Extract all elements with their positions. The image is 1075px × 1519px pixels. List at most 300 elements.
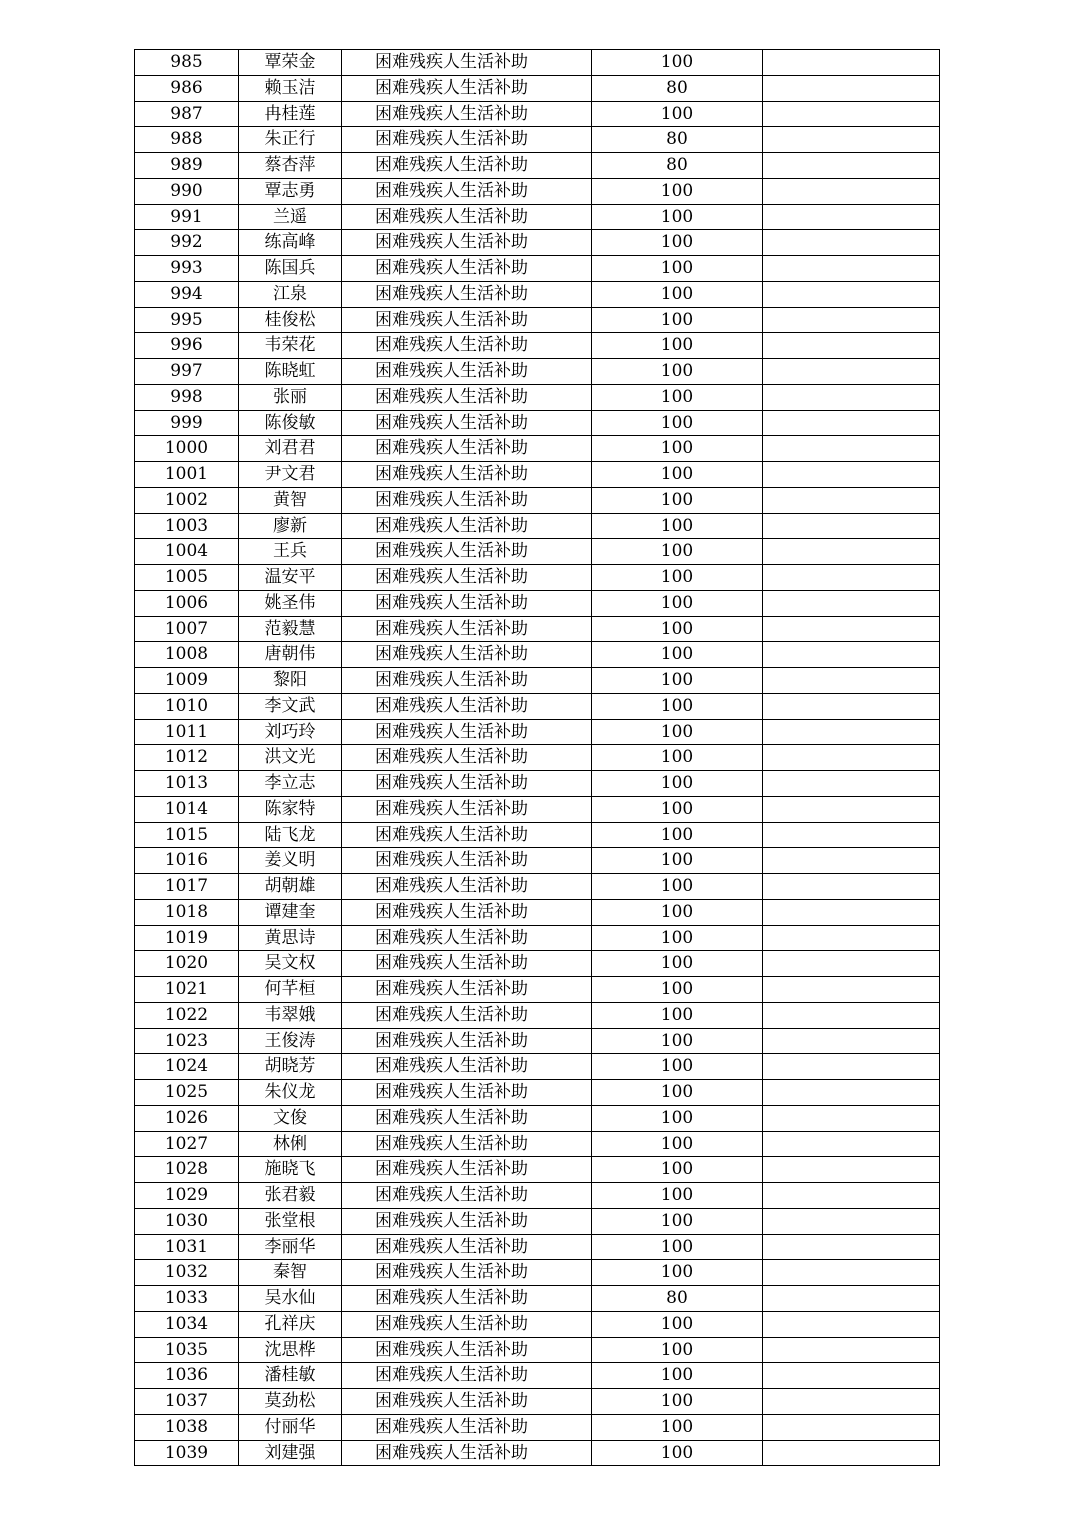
row-number-cell: 1022 (135, 1002, 239, 1028)
name-cell: 刘建强 (239, 1440, 342, 1466)
table-row (135, 513, 940, 539)
name-cell: 吴水仙 (239, 1286, 342, 1312)
row-number-cell: 1021 (135, 977, 239, 1003)
table-row (135, 1054, 940, 1080)
table-row (135, 771, 940, 797)
subsidy-type-cell: 困难残疾人生活补助 (342, 668, 592, 694)
table-row (135, 874, 940, 900)
amount-cell: 100 (592, 1363, 763, 1389)
note-cell (763, 101, 940, 127)
row-number-cell: 1035 (135, 1337, 239, 1363)
note-cell (763, 178, 940, 204)
row-number-cell: 996 (135, 333, 239, 359)
note-cell (763, 1414, 940, 1440)
amount-cell: 100 (592, 693, 763, 719)
row-number-cell: 1016 (135, 848, 239, 874)
amount-cell: 100 (592, 178, 763, 204)
subsidy-type-cell: 困难残疾人生活补助 (342, 75, 592, 101)
table-row (135, 1183, 940, 1209)
table-row (135, 1105, 940, 1131)
subsidy-type-cell: 困难残疾人生活补助 (342, 1054, 592, 1080)
subsidy-type-cell: 困难残疾人生活补助 (342, 281, 592, 307)
subsidy-type-cell: 困难残疾人生活补助 (342, 719, 592, 745)
subsidy-type-cell: 困难残疾人生活补助 (342, 1389, 592, 1415)
subsidy-type-cell: 困难残疾人生活补助 (342, 307, 592, 333)
table-row (135, 539, 940, 565)
note-cell (763, 333, 940, 359)
row-number-cell: 999 (135, 410, 239, 436)
amount-cell: 100 (592, 616, 763, 642)
table-row (135, 1440, 940, 1466)
amount-cell: 100 (592, 796, 763, 822)
subsidy-type-cell: 困难残疾人生活补助 (342, 153, 592, 179)
note-cell (763, 771, 940, 797)
name-cell: 兰遥 (239, 204, 342, 230)
table-row (135, 1311, 940, 1337)
amount-cell: 100 (592, 1080, 763, 1106)
amount-cell: 100 (592, 668, 763, 694)
row-number-cell: 992 (135, 230, 239, 256)
note-cell (763, 75, 940, 101)
subsidy-type-cell: 困难残疾人生活补助 (342, 204, 592, 230)
amount-cell: 80 (592, 127, 763, 153)
subsidy-type-cell: 困难残疾人生活补助 (342, 1183, 592, 1209)
subsidy-type-cell: 困难残疾人生活补助 (342, 487, 592, 513)
subsidy-type-cell: 困难残疾人生活补助 (342, 745, 592, 771)
row-number-cell: 994 (135, 281, 239, 307)
amount-cell: 100 (592, 204, 763, 230)
name-cell: 姚圣伟 (239, 590, 342, 616)
amount-cell: 100 (592, 977, 763, 1003)
row-number-cell: 1011 (135, 719, 239, 745)
subsidy-type-cell: 困难残疾人生活补助 (342, 436, 592, 462)
subsidy-type-cell: 困难残疾人生活补助 (342, 642, 592, 668)
subsidy-type-cell: 困难残疾人生活补助 (342, 384, 592, 410)
note-cell (763, 1389, 940, 1415)
subsidy-type-cell: 困难残疾人生活补助 (342, 693, 592, 719)
subsidy-type-cell: 困难残疾人生活补助 (342, 977, 592, 1003)
name-cell: 何芊桓 (239, 977, 342, 1003)
name-cell: 江泉 (239, 281, 342, 307)
subsidy-type-cell: 困难残疾人生活补助 (342, 1337, 592, 1363)
amount-cell: 100 (592, 359, 763, 385)
note-cell (763, 848, 940, 874)
name-cell: 蔡杏萍 (239, 153, 342, 179)
row-number-cell: 1017 (135, 874, 239, 900)
amount-cell: 100 (592, 1028, 763, 1054)
amount-cell: 100 (592, 1054, 763, 1080)
name-cell: 桂俊松 (239, 307, 342, 333)
table-row (135, 616, 940, 642)
table-row (135, 796, 940, 822)
row-number-cell: 1015 (135, 822, 239, 848)
amount-cell: 80 (592, 75, 763, 101)
name-cell: 廖新 (239, 513, 342, 539)
row-number-cell: 985 (135, 50, 239, 76)
subsidy-type-cell: 困难残疾人生活补助 (342, 1363, 592, 1389)
name-cell: 胡朝雄 (239, 874, 342, 900)
table-row (135, 281, 940, 307)
name-cell: 唐朝伟 (239, 642, 342, 668)
name-cell: 吴文权 (239, 951, 342, 977)
table-row (135, 462, 940, 488)
row-number-cell: 988 (135, 127, 239, 153)
amount-cell: 100 (592, 1131, 763, 1157)
name-cell: 沈思桦 (239, 1337, 342, 1363)
table-row (135, 719, 940, 745)
name-cell: 陈晓虹 (239, 359, 342, 385)
amount-cell: 100 (592, 1260, 763, 1286)
row-number-cell: 1006 (135, 590, 239, 616)
note-cell (763, 1337, 940, 1363)
amount-cell: 100 (592, 281, 763, 307)
note-cell (763, 1208, 940, 1234)
table-row (135, 410, 940, 436)
name-cell: 洪文光 (239, 745, 342, 771)
row-number-cell: 1034 (135, 1311, 239, 1337)
table-row (135, 848, 940, 874)
name-cell: 赖玉洁 (239, 75, 342, 101)
name-cell: 林俐 (239, 1131, 342, 1157)
table-row (135, 307, 940, 333)
amount-cell: 100 (592, 1183, 763, 1209)
name-cell: 尹文君 (239, 462, 342, 488)
amount-cell: 100 (592, 719, 763, 745)
subsidy-type-cell: 困难残疾人生活补助 (342, 333, 592, 359)
row-number-cell: 1027 (135, 1131, 239, 1157)
subsidy-type-cell: 困难残疾人生活补助 (342, 796, 592, 822)
table-row (135, 487, 940, 513)
amount-cell: 100 (592, 539, 763, 565)
table-row (135, 745, 940, 771)
note-cell (763, 127, 940, 153)
note-cell (763, 1002, 940, 1028)
row-number-cell: 1008 (135, 642, 239, 668)
subsidy-type-cell: 困难残疾人生活补助 (342, 1414, 592, 1440)
name-cell: 李文武 (239, 693, 342, 719)
name-cell: 陈国兵 (239, 256, 342, 282)
name-cell: 温安平 (239, 565, 342, 591)
table-row (135, 1131, 940, 1157)
name-cell: 覃荣金 (239, 50, 342, 76)
note-cell (763, 977, 940, 1003)
subsidy-type-cell: 困难残疾人生活补助 (342, 1131, 592, 1157)
amount-cell: 80 (592, 153, 763, 179)
subsidy-type-cell: 困难残疾人生活补助 (342, 848, 592, 874)
note-cell (763, 1286, 940, 1312)
row-number-cell: 987 (135, 101, 239, 127)
table-row (135, 693, 940, 719)
row-number-cell: 1036 (135, 1363, 239, 1389)
amount-cell: 100 (592, 1389, 763, 1415)
name-cell: 覃志勇 (239, 178, 342, 204)
subsidy-type-cell: 困难残疾人生活补助 (342, 230, 592, 256)
subsidy-type-cell: 困难残疾人生活补助 (342, 1028, 592, 1054)
amount-cell: 100 (592, 1337, 763, 1363)
row-number-cell: 1038 (135, 1414, 239, 1440)
amount-cell: 100 (592, 513, 763, 539)
amount-cell: 100 (592, 307, 763, 333)
note-cell (763, 1311, 940, 1337)
row-number-cell: 1010 (135, 693, 239, 719)
amount-cell: 100 (592, 565, 763, 591)
row-number-cell: 1023 (135, 1028, 239, 1054)
subsidy-type-cell: 困难残疾人生活补助 (342, 50, 592, 76)
note-cell (763, 1028, 940, 1054)
note-cell (763, 1157, 940, 1183)
note-cell (763, 745, 940, 771)
name-cell: 王俊涛 (239, 1028, 342, 1054)
subsidy-type-cell: 困难残疾人生活补助 (342, 590, 592, 616)
row-number-cell: 1039 (135, 1440, 239, 1466)
name-cell: 冉桂莲 (239, 101, 342, 127)
table-row (135, 951, 940, 977)
name-cell: 施晓飞 (239, 1157, 342, 1183)
note-cell (763, 951, 940, 977)
table-row (135, 1286, 940, 1312)
amount-cell: 100 (592, 848, 763, 874)
note-cell (763, 1105, 940, 1131)
note-cell (763, 565, 940, 591)
note-cell (763, 153, 940, 179)
note-cell (763, 1080, 940, 1106)
name-cell: 付丽华 (239, 1414, 342, 1440)
row-number-cell: 1019 (135, 925, 239, 951)
name-cell: 莫劲松 (239, 1389, 342, 1415)
table-row (135, 668, 940, 694)
amount-cell: 100 (592, 1311, 763, 1337)
name-cell: 朱正行 (239, 127, 342, 153)
row-number-cell: 1018 (135, 899, 239, 925)
row-number-cell: 990 (135, 178, 239, 204)
row-number-cell: 998 (135, 384, 239, 410)
row-number-cell: 986 (135, 75, 239, 101)
subsidy-type-cell: 困难残疾人生活补助 (342, 1105, 592, 1131)
row-number-cell: 1013 (135, 771, 239, 797)
row-number-cell: 1031 (135, 1234, 239, 1260)
table-row (135, 359, 940, 385)
subsidy-type-cell: 困难残疾人生活补助 (342, 951, 592, 977)
row-number-cell: 1009 (135, 668, 239, 694)
row-number-cell: 1001 (135, 462, 239, 488)
name-cell: 韦荣花 (239, 333, 342, 359)
note-cell (763, 50, 940, 76)
name-cell: 张丽 (239, 384, 342, 410)
amount-cell: 100 (592, 874, 763, 900)
row-number-cell: 1025 (135, 1080, 239, 1106)
table-row (135, 565, 940, 591)
name-cell: 练高峰 (239, 230, 342, 256)
subsidy-type-cell: 困难残疾人生活补助 (342, 822, 592, 848)
amount-cell: 100 (592, 50, 763, 76)
table-row (135, 256, 940, 282)
subsidy-type-cell: 困难残疾人生活补助 (342, 513, 592, 539)
name-cell: 谭建奎 (239, 899, 342, 925)
note-cell (763, 281, 940, 307)
name-cell: 黄思诗 (239, 925, 342, 951)
subsidy-type-cell: 困难残疾人生活补助 (342, 101, 592, 127)
row-number-cell: 1020 (135, 951, 239, 977)
amount-cell: 100 (592, 822, 763, 848)
table-row (135, 333, 940, 359)
subsidy-type-cell: 困难残疾人生活补助 (342, 1157, 592, 1183)
subsidy-type-cell: 困难残疾人生活补助 (342, 1440, 592, 1466)
note-cell (763, 307, 940, 333)
table-row (135, 178, 940, 204)
subsidy-type-cell: 困难残疾人生活补助 (342, 539, 592, 565)
name-cell: 姜义明 (239, 848, 342, 874)
row-number-cell: 989 (135, 153, 239, 179)
amount-cell: 100 (592, 436, 763, 462)
note-cell (763, 796, 940, 822)
subsidy-type-cell: 困难残疾人生活补助 (342, 899, 592, 925)
note-cell (763, 1131, 940, 1157)
table-row (135, 1363, 940, 1389)
subsidy-type-cell: 困难残疾人生活补助 (342, 616, 592, 642)
subsidy-type-cell: 困难残疾人生活补助 (342, 1208, 592, 1234)
row-number-cell: 1033 (135, 1286, 239, 1312)
table-row (135, 436, 940, 462)
table-row (135, 977, 940, 1003)
row-number-cell: 1000 (135, 436, 239, 462)
row-number-cell: 991 (135, 204, 239, 230)
note-cell (763, 1183, 940, 1209)
amount-cell: 100 (592, 1105, 763, 1131)
amount-cell: 100 (592, 590, 763, 616)
subsidy-type-cell: 困难残疾人生活补助 (342, 462, 592, 488)
subsidy-type-cell: 困难残疾人生活补助 (342, 1260, 592, 1286)
subsidy-type-cell: 困难残疾人生活补助 (342, 256, 592, 282)
table-row (135, 925, 940, 951)
name-cell: 李立志 (239, 771, 342, 797)
table-row (135, 1337, 940, 1363)
note-cell (763, 899, 940, 925)
name-cell: 张君毅 (239, 1183, 342, 1209)
note-cell (763, 436, 940, 462)
note-cell (763, 230, 940, 256)
amount-cell: 100 (592, 384, 763, 410)
note-cell (763, 513, 940, 539)
name-cell: 范毅慧 (239, 616, 342, 642)
table-row (135, 230, 940, 256)
amount-cell: 100 (592, 487, 763, 513)
note-cell (763, 693, 940, 719)
row-number-cell: 1028 (135, 1157, 239, 1183)
note-cell (763, 539, 940, 565)
row-number-cell: 1005 (135, 565, 239, 591)
amount-cell: 100 (592, 1002, 763, 1028)
table-row (135, 101, 940, 127)
note-cell (763, 925, 940, 951)
amount-cell: 80 (592, 1286, 763, 1312)
row-number-cell: 1024 (135, 1054, 239, 1080)
note-cell (763, 642, 940, 668)
note-cell (763, 616, 940, 642)
table-row (135, 1080, 940, 1106)
subsidy-type-cell: 困难残疾人生活补助 (342, 1286, 592, 1312)
row-number-cell: 1004 (135, 539, 239, 565)
note-cell (763, 719, 940, 745)
row-number-cell: 1029 (135, 1183, 239, 1209)
note-cell (763, 1054, 940, 1080)
amount-cell: 100 (592, 745, 763, 771)
row-number-cell: 1026 (135, 1105, 239, 1131)
name-cell: 刘巧玲 (239, 719, 342, 745)
note-cell (763, 410, 940, 436)
table-row (135, 75, 940, 101)
subsidy-type-cell: 困难残疾人生活补助 (342, 771, 592, 797)
note-cell (763, 1363, 940, 1389)
table-row (135, 1208, 940, 1234)
note-cell (763, 590, 940, 616)
note-cell (763, 874, 940, 900)
table-row (135, 1260, 940, 1286)
name-cell: 陈俊敏 (239, 410, 342, 436)
note-cell (763, 462, 940, 488)
subsidy-type-cell: 困难残疾人生活补助 (342, 1311, 592, 1337)
note-cell (763, 384, 940, 410)
amount-cell: 100 (592, 1157, 763, 1183)
subsidy-table (134, 49, 940, 1466)
subsidy-type-cell: 困难残疾人生活补助 (342, 410, 592, 436)
subsidy-type-cell: 困难残疾人生活补助 (342, 127, 592, 153)
name-cell: 刘君君 (239, 436, 342, 462)
amount-cell: 100 (592, 642, 763, 668)
name-cell: 文俊 (239, 1105, 342, 1131)
name-cell: 韦翠娥 (239, 1002, 342, 1028)
name-cell: 张堂根 (239, 1208, 342, 1234)
amount-cell: 100 (592, 333, 763, 359)
subsidy-type-cell: 困难残疾人生活补助 (342, 874, 592, 900)
row-number-cell: 993 (135, 256, 239, 282)
subsidy-type-cell: 困难残疾人生活补助 (342, 1080, 592, 1106)
name-cell: 李丽华 (239, 1234, 342, 1260)
name-cell: 孔祥庆 (239, 1311, 342, 1337)
amount-cell: 100 (592, 462, 763, 488)
note-cell (763, 668, 940, 694)
note-cell (763, 1234, 940, 1260)
name-cell: 黎阳 (239, 668, 342, 694)
table-row (135, 153, 940, 179)
table-row (135, 899, 940, 925)
note-cell (763, 204, 940, 230)
row-number-cell: 1014 (135, 796, 239, 822)
subsidy-type-cell: 困难残疾人生活补助 (342, 359, 592, 385)
row-number-cell: 1032 (135, 1260, 239, 1286)
amount-cell: 100 (592, 101, 763, 127)
table-row (135, 127, 940, 153)
table-row (135, 1157, 940, 1183)
note-cell (763, 1260, 940, 1286)
subsidy-type-cell: 困难残疾人生活补助 (342, 1234, 592, 1260)
name-cell: 黄智 (239, 487, 342, 513)
table-row (135, 50, 940, 76)
amount-cell: 100 (592, 410, 763, 436)
note-cell (763, 1440, 940, 1466)
subsidy-type-cell: 困难残疾人生活补助 (342, 565, 592, 591)
amount-cell: 100 (592, 899, 763, 925)
amount-cell: 100 (592, 256, 763, 282)
table-row (135, 1414, 940, 1440)
name-cell: 潘桂敏 (239, 1363, 342, 1389)
name-cell: 王兵 (239, 539, 342, 565)
name-cell: 陆飞龙 (239, 822, 342, 848)
row-number-cell: 1003 (135, 513, 239, 539)
amount-cell: 100 (592, 1414, 763, 1440)
note-cell (763, 487, 940, 513)
table-row (135, 1028, 940, 1054)
row-number-cell: 997 (135, 359, 239, 385)
